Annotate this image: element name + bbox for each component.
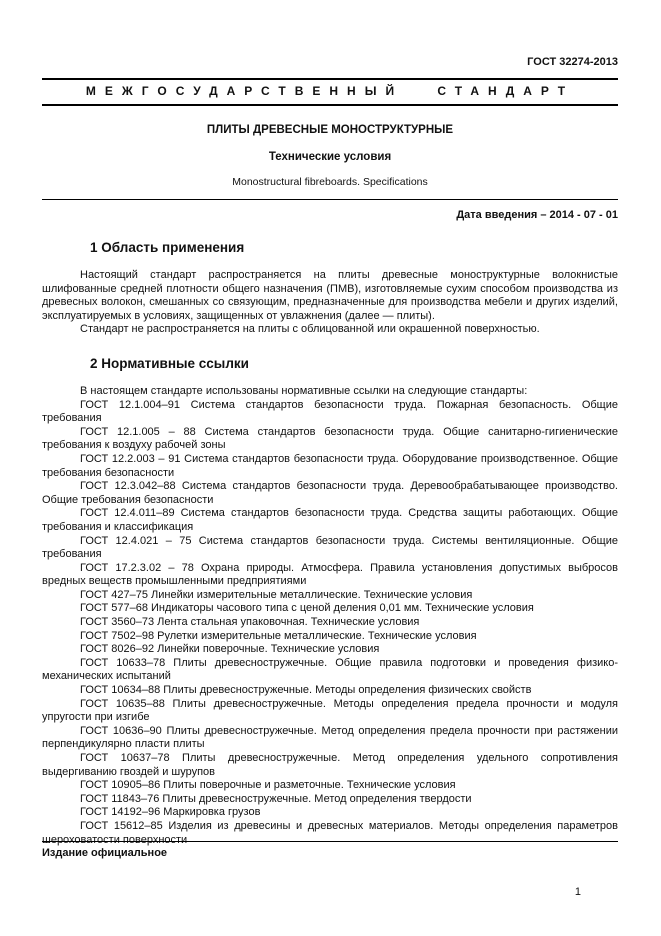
reference-item: ГОСТ 15612–85 Изделия из древесины и древесных материалов. Методы определения параметров шероховатости поверхности: [42, 819, 618, 846]
doc-title: ПЛИТЫ ДРЕВЕСНЫЕ МОНОСТРУКТУРНЫЕ: [206, 124, 454, 136]
reference-item: ГОСТ 10637–78 Плиты древесностружечные. Метод определения удельного сопротивления выдергиванию гвоздей и шурупов: [42, 752, 618, 778]
reference-item: ГОСТ 577–68 Индикаторы часового типа с ценой деления 0,01 мм. Технические условия: [80, 602, 534, 615]
doc-title-english: Monostructural fibreboards. Specifications: [232, 176, 428, 188]
reference-item: ГОСТ 10634–88 Плиты древесностружечные. Методы определения физических свойств: [80, 684, 532, 697]
page-number: 1: [574, 886, 581, 898]
reference-item: ГОСТ 12.4.021 – 75 Система стандартов безопасности труда. Системы вентиляционные. Общие требования: [42, 534, 618, 561]
reference-item: ГОСТ 10635–88 Плиты древесностружечные. Методы определения предела прочности и модуля упругости при изгибе: [42, 697, 618, 724]
reference-item: ГОСТ 8026–92 Линейки поверочные. Технические условия: [80, 643, 380, 656]
paragraph: Стандарт не распространяется на плиты с облицованной или окрашенной поверхностью.: [80, 323, 540, 336]
reference-item: ГОСТ 10905–86 Плиты поверочные и разметочные. Технические условия: [80, 779, 456, 792]
reference-item: ГОСТ 427–75 Линейки измерительные металлические. Технические условия: [80, 588, 473, 601]
reference-item: ГОСТ 10633–78 Плиты древесностружечные. Общие правила подготовки и проведения физико-механических испытаний: [42, 656, 618, 683]
reference-item: ГОСТ 12.2.003 – 91 Система стандартов безопасности труда. Оборудование производственное. Общие требования безопасности: [42, 452, 618, 479]
doc-subtitle: Технические условия: [268, 151, 392, 163]
reference-item: ГОСТ 14192–96 Маркировка грузов: [80, 806, 261, 819]
reference-item: ГОСТ 12.1.005 – 88 Система стандартов безопасности труда. Общие санитарно-гигиенические требования к воздуху рабочей зоны: [42, 425, 618, 452]
section-1-heading: 1 Область применения: [90, 240, 245, 255]
reference-item: ГОСТ 17.2.3.02 – 78 Охрана природы. Атмосфера. Правила установления допустимых выбросов вредных веществ промышленными предприятиями: [42, 561, 618, 588]
reference-item: ГОСТ 7502–98 Рулетки измерительные металлические. Технические условия: [80, 629, 477, 642]
standard-type-banner: [42, 78, 618, 106]
reference-item: ГОСТ 3560–73 Лента стальная упаковочная. Технические условия: [80, 616, 420, 629]
reference-item: ГОСТ 12.4.011–89 Система стандартов безопасности труда. Средства защиты работающих. Общие требования и классификация: [42, 507, 618, 533]
official-edition-note: Издание официальное: [42, 841, 618, 859]
title-divider: [42, 199, 618, 200]
reference-item: ГОСТ 12.3.042–88 Система стандартов безопасности труда. Деревообрабатывающее производство. Общие требования безопасности: [42, 480, 618, 506]
section-2-heading: 2 Нормативные ссылки: [90, 355, 249, 371]
introduction-date: Дата введения – 2014 - 07 - 01: [456, 209, 618, 221]
reference-item: ГОСТ 10636–90 Плиты древесностружечные. Метод определения предела прочности при растяжении перпендикулярно пласти плиты: [42, 724, 618, 751]
paragraph: В настоящем стандарте использованы нормативные ссылки на следующие стандарты:: [80, 384, 528, 397]
reference-item: ГОСТ 11843–76 Плиты древесностружечные. Метод определения твердости: [80, 792, 472, 805]
doc-code: ГОСТ 32274-2013: [527, 56, 618, 68]
paragraph: Настоящий стандарт распространяется на плиты древесные моноструктурные волокнистые шлифованные средней плотности общего назначения (ПМВ), изготовляемые сухим способом производства из древесных волокон, смешанных со связующим, предназначенные для производства мебели и других изделий, эксплуатируемых в условиях, защищенных от увлажнения (далее — плиты).: [42, 269, 618, 322]
reference-item: ГОСТ 12.1.004–91 Система стандартов безопасности труда. Пожарная безопасность. Общие требования: [42, 398, 618, 425]
standard-type-label: МЕЖГОСУДАРСТВЕННЫЙ СТАНДАРТ: [85, 84, 575, 98]
